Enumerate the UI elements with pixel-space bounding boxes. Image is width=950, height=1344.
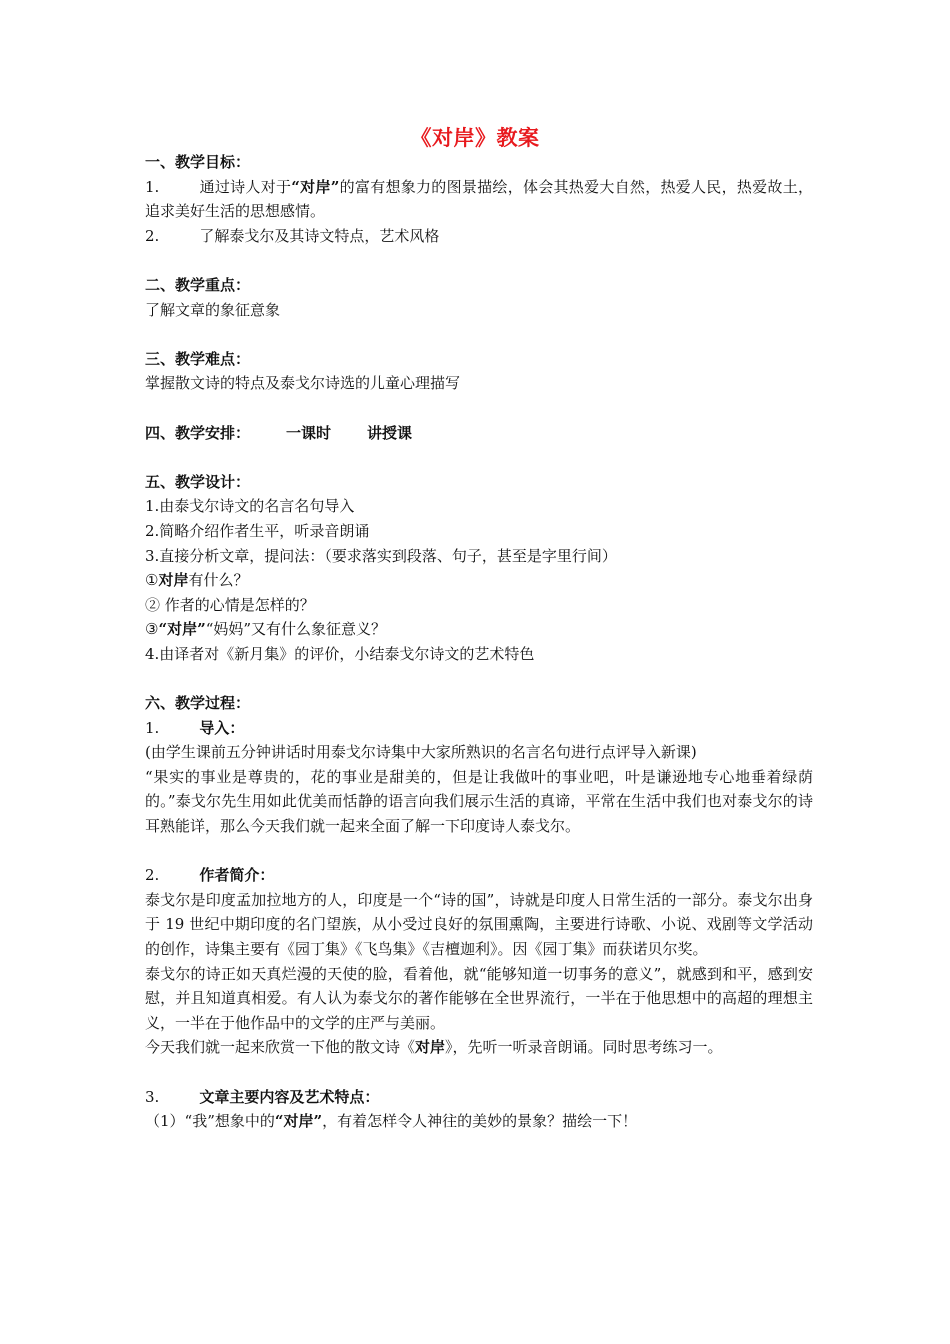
- step-3-q1-keyword: “对岸”: [274, 1112, 323, 1131]
- section-heading-arrangement: [145, 421, 813, 446]
- section-heading-key-points-text: 二、教学重点：: [145, 275, 251, 294]
- process-step-1-text: “果实的事业是尊贵的，花的事业是甜美的，但是让我做叶的事业吧，叶是谦逊地专心地垂着绿荫的。”泰戈尔先生用如此优美而恬静的语言向我们展示生活的真谛，平常在生活中我们也对泰戈尔的诗耳熟能详，那么今天我们就一起来全面了解一下印度诗人泰戈尔。: [145, 767, 813, 836]
- goal-1-text-b: 的富有想象力的图景描绘，体会其热爱大自然，热爱人民，热爱故土，追求美好生活的思想感情。: [145, 177, 813, 221]
- goal-item-1: [145, 175, 813, 224]
- goal-1-keyword: “对岸”: [291, 177, 340, 196]
- question-1-mark: ①: [145, 571, 159, 590]
- design-question-2: ② 作者的心情是怎样的？: [145, 595, 315, 614]
- process-step-2-title: 作者简介：: [199, 866, 275, 885]
- section-heading-difficulties: 三、教学难点：: [145, 349, 251, 368]
- section-heading-design: 五、教学设计：: [145, 472, 251, 491]
- design-item-4: 4.由译者对《新月集》的评价，小结泰戈尔诗文的艺术特色: [145, 644, 535, 663]
- design-item-1: 1.由泰戈尔诗文的名言名句导入: [145, 497, 355, 516]
- question-1-text: 有什么？: [188, 571, 249, 590]
- arrangement-heading: 四、教学安排：: [145, 423, 251, 442]
- design-item-3: 3.直接分析文章，提问法：（要求落实到段落、句子，甚至是字里行间）: [145, 546, 617, 565]
- arrangement-value-2: 讲授课: [367, 423, 413, 442]
- question-1-keyword: 对岸: [158, 571, 189, 590]
- process-step-1-heading: [145, 716, 813, 741]
- goal-1-text-a: 通过诗人对于: [199, 177, 292, 196]
- goal-2-number: 2.: [145, 226, 160, 245]
- design-item-2: 2.简略介绍作者生平，听录音朗诵: [145, 521, 370, 540]
- design-question-3: [145, 617, 813, 642]
- question-3-keyword: “对岸”: [158, 620, 206, 639]
- document-title: 《对岸》教案: [410, 125, 540, 150]
- goal-2-text: 了解泰戈尔及其诗文特点，艺术风格: [199, 226, 440, 245]
- intro-3-text-a: 今天我们就一起来欣赏一下他的散文诗《: [145, 1038, 416, 1057]
- question-3-mark: ③: [145, 620, 159, 639]
- process-step-2-heading: [145, 863, 813, 888]
- process-step-1-note: (由学生课前五分钟讲话时用泰戈尔诗集中大家所熟识的名言名句进行点评导入新课): [145, 743, 697, 762]
- step-3-q1-text-b: ，有着怎样令人神往的美妙的景象？描绘一下！: [322, 1112, 638, 1131]
- section-heading-key-points: [145, 273, 813, 298]
- process-step-3-number: 3.: [145, 1087, 160, 1106]
- goal-1-number: 1.: [145, 177, 160, 196]
- key-points-text: 了解文章的象征意象: [145, 300, 281, 319]
- author-intro-paragraph-1: 泰戈尔是印度孟加拉地方的人，印度是一个“诗的国”，诗就是印度人日常生活的一部分。泰戈尔出身于 19 世纪中期印度的名门望族，从小受过良好的氛围熏陶，主要进行诗歌、小说、戏剧等文学活动的创作，诗集主要有《园丁集》《飞鸟集》《吉檀迦利》。因《园丁集》而获诺贝尔奖。: [145, 890, 813, 958]
- author-intro-paragraph-2: 泰戈尔的诗正如天真烂漫的天使的脸，看着他，就“能够知道一切事务的意义”，就感到和平，感到安慰，并且知道真相爱。有人认为泰戈尔的著作能够在全世界流行，一半在于他思想中的高超的理想主义，一半在于他作品中的文学的庄严与美丽。: [145, 964, 813, 1032]
- question-3-text: “妈妈”又有什么象征意义？: [205, 620, 387, 639]
- goal-item-2: [145, 224, 813, 249]
- process-step-2-number: 2.: [145, 866, 160, 885]
- section-heading-goals: 一、教学目标：: [145, 153, 251, 171]
- arrangement-value-1: 一课时: [286, 423, 332, 442]
- intro-3-keyword: 对岸: [415, 1038, 446, 1057]
- process-step-1-title: 导入：: [199, 718, 245, 737]
- process-step-3-title: 文章主要内容及艺术特点：: [199, 1087, 380, 1106]
- process-step-3-heading: [145, 1085, 813, 1110]
- step-3-q1-text-a: （1）“我”想象中的: [145, 1112, 275, 1131]
- design-question-1: [145, 568, 813, 593]
- section-heading-process: 六、教学过程：: [145, 694, 251, 713]
- process-step-3-question-1: [145, 1109, 813, 1134]
- process-step-1-number: 1.: [145, 718, 160, 737]
- difficulties-text: 掌握散文诗的特点及泰戈尔诗选的儿童心理描写: [145, 374, 461, 393]
- document-body: [145, 150, 813, 1134]
- author-intro-paragraph-3: [145, 1035, 813, 1060]
- intro-3-text-b: 》，先听一听录音朗诵。同时思考练习一。: [445, 1038, 723, 1057]
